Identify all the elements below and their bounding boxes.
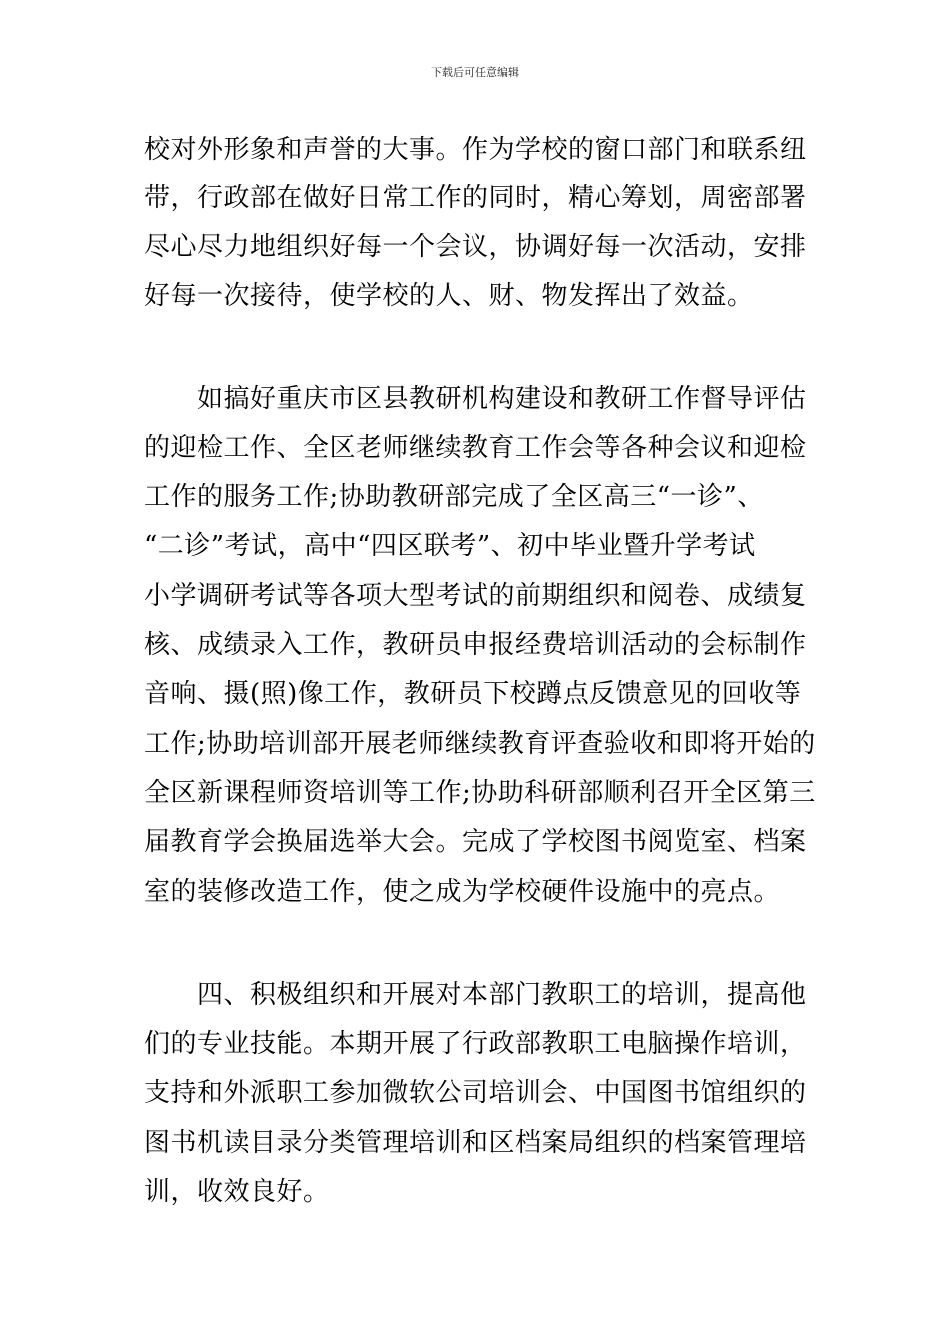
text-line: 小学调研考试等各项大型考试的前期组织和阅卷、成绩复 (144, 581, 807, 611)
text-line: 音响、摄(照)像工作，教研员下校蹲点反馈意见的回收等 (144, 679, 802, 709)
text-line: 如搞好重庆市区县教研机构建设和教研工作督导评估 (144, 384, 807, 414)
text-line: 训，收效良好。 (144, 1177, 330, 1207)
text-line: 带，行政部在做好日常工作的同时，精心筹划，周密部署 (144, 183, 807, 213)
text-line: 届教育学会换届选举大会。完成了学校图书阅览室、档案 (144, 827, 807, 857)
text-line: 全区新课程师资培训等工作;协助科研部顺利召开全区第三 (144, 778, 816, 808)
text-line: 室的装修改造工作，使之成为学校硬件设施中的亮点。 (144, 877, 781, 907)
text-line: 工作的服务工作;协助教研部完成了全区高三“一诊”、 (144, 482, 764, 512)
text-line: 工作;协助培训部开展老师继续教育评查验收和即将开始的 (144, 729, 816, 759)
text-line: 核、成绩录入工作，教研员申报经费培训活动的会标制作 (144, 630, 807, 660)
page-header: 下载后可任意编辑 (431, 66, 519, 79)
text-line: “二诊”考试，高中“四区联考”、初中毕业暨升学考试 (144, 531, 756, 561)
text-line: 四、积极组织和开展对本部门教职工的培训，提高他 (144, 980, 807, 1010)
text-line: 的迎检工作、全区老师继续教育工作会等各种会议和迎检 (144, 433, 807, 463)
text-line: 们的专业技能。本期开展了行政部教职工电脑操作培训， (144, 1029, 807, 1059)
text-line: 尽心尽力地组织好每一个会议，协调好每一次活动，安排 (144, 232, 807, 262)
text-line: 好每一次接待，使学校的人、财、物发挥出了效益。 (144, 281, 754, 311)
text-line: 图书机读目录分类管理培训和区档案局组织的档案管理培 (144, 1128, 807, 1158)
text-line: 支持和外派职工参加微软公司培训会、中国图书馆组织的 (144, 1078, 807, 1108)
text-line: 校对外形象和声誉的大事。作为学校的窗口部门和联系纽 (144, 135, 807, 165)
